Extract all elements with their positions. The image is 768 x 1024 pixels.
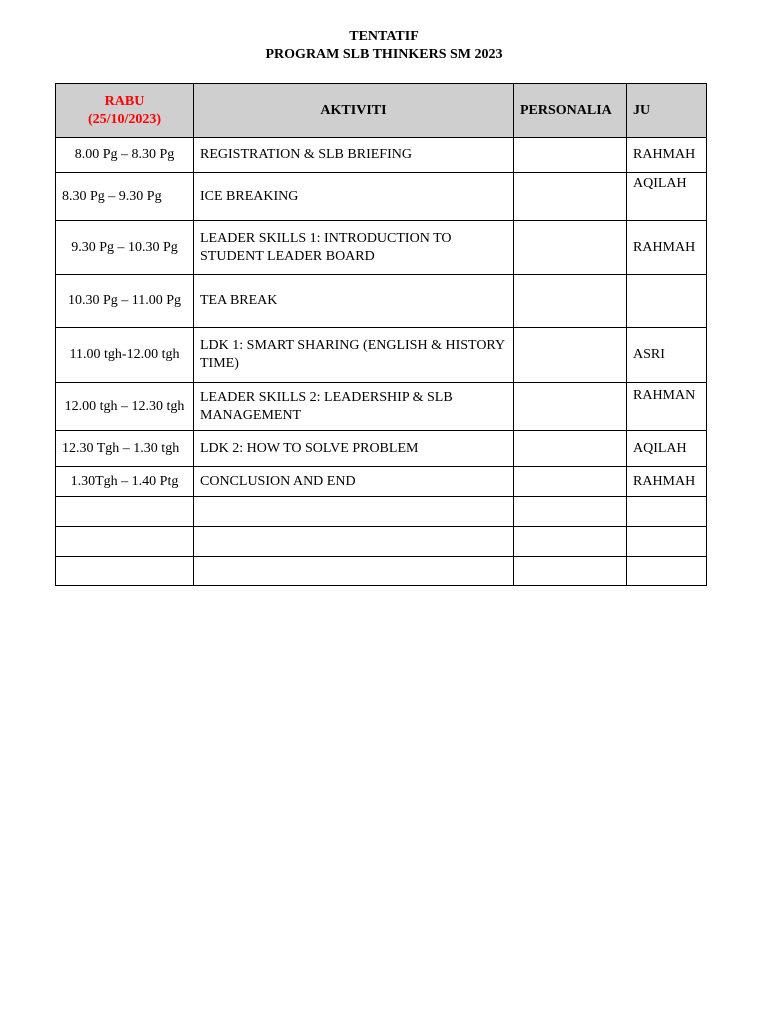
table-row <box>56 497 707 527</box>
ju-cell: ASRI <box>627 328 707 383</box>
table-row <box>56 527 707 557</box>
ju-cell: RAHMAN <box>627 383 707 431</box>
personnel-cell <box>514 557 627 586</box>
activity-cell: LEADER SKILLS 1: INTRODUCTION TO STUDENT LEADER BOARD <box>194 221 514 275</box>
personnel-cell <box>514 431 627 467</box>
table-row <box>56 138 707 173</box>
header-personnel: PERSONALIA <box>514 84 627 138</box>
table-row <box>56 275 707 328</box>
personnel-cell <box>514 275 627 328</box>
schedule-table <box>55 83 707 586</box>
ju-cell <box>627 497 707 527</box>
ju-cell: RAHMAH <box>627 138 707 173</box>
ju-cell: AQILAH <box>627 431 707 467</box>
activity-cell <box>194 497 514 527</box>
time-cell: 8.00 Pg – 8.30 Pg <box>56 138 194 173</box>
ju-cell <box>627 557 707 586</box>
activity-cell: LDK 2: HOW TO SOLVE PROBLEM <box>194 431 514 467</box>
personnel-cell <box>514 138 627 173</box>
table-row <box>56 328 707 383</box>
ju-cell <box>627 527 707 557</box>
ju-cell <box>627 275 707 328</box>
time-cell: 12.00 tgh – 12.30 tgh <box>56 383 194 431</box>
table-row <box>56 467 707 497</box>
table-row <box>56 431 707 467</box>
ju-cell: RAHMAH <box>627 467 707 497</box>
table-row <box>56 557 707 586</box>
table-header-row <box>56 84 707 138</box>
header-date: (25/10/2023) <box>87 111 162 127</box>
activity-cell: LDK 1: SMART SHARING (ENGLISH & HISTORY TIME) <box>194 328 514 383</box>
activity-cell: REGISTRATION & SLB BRIEFING <box>194 138 514 173</box>
header-day-cell <box>56 84 194 138</box>
activity-cell <box>194 557 514 586</box>
activity-cell: CONCLUSION AND END <box>194 467 514 497</box>
time-cell: 1.30Tgh – 1.40 Ptg <box>56 467 194 497</box>
time-cell: 10.30 Pg – 11.00 Pg <box>56 275 194 328</box>
header-day: RABU <box>104 93 145 109</box>
document-title: TENTATIF <box>349 29 419 44</box>
document-heading <box>0 28 768 64</box>
activity-cell <box>194 527 514 557</box>
activity-cell: TEA BREAK <box>194 275 514 328</box>
time-cell <box>56 497 194 527</box>
personnel-cell <box>514 497 627 527</box>
time-cell: 11.00 tgh-12.00 tgh <box>56 328 194 383</box>
document-subtitle: PROGRAM SLB THINKERS SM 2023 <box>265 47 503 62</box>
personnel-cell <box>514 173 627 221</box>
activity-cell: ICE BREAKING <box>194 173 514 221</box>
table-row <box>56 173 707 221</box>
personnel-cell <box>514 527 627 557</box>
time-cell <box>56 527 194 557</box>
personnel-cell <box>514 383 627 431</box>
table-row <box>56 221 707 275</box>
personnel-cell <box>514 328 627 383</box>
time-cell <box>56 557 194 586</box>
time-cell: 9.30 Pg – 10.30 Pg <box>56 221 194 275</box>
personnel-cell <box>514 221 627 275</box>
time-cell: 12.30 Tgh – 1.30 tgh <box>56 431 194 467</box>
activity-cell: LEADER SKILLS 2: LEADERSHIP & SLB MANAGEMENT <box>194 383 514 431</box>
ju-cell: RAHMAH <box>627 221 707 275</box>
ju-cell: AQILAH <box>627 173 707 221</box>
header-activity: AKTIVITI <box>194 84 514 138</box>
header-ju: JU <box>627 84 707 138</box>
table-row <box>56 383 707 431</box>
personnel-cell <box>514 467 627 497</box>
time-cell: 8.30 Pg – 9.30 Pg <box>56 173 194 221</box>
